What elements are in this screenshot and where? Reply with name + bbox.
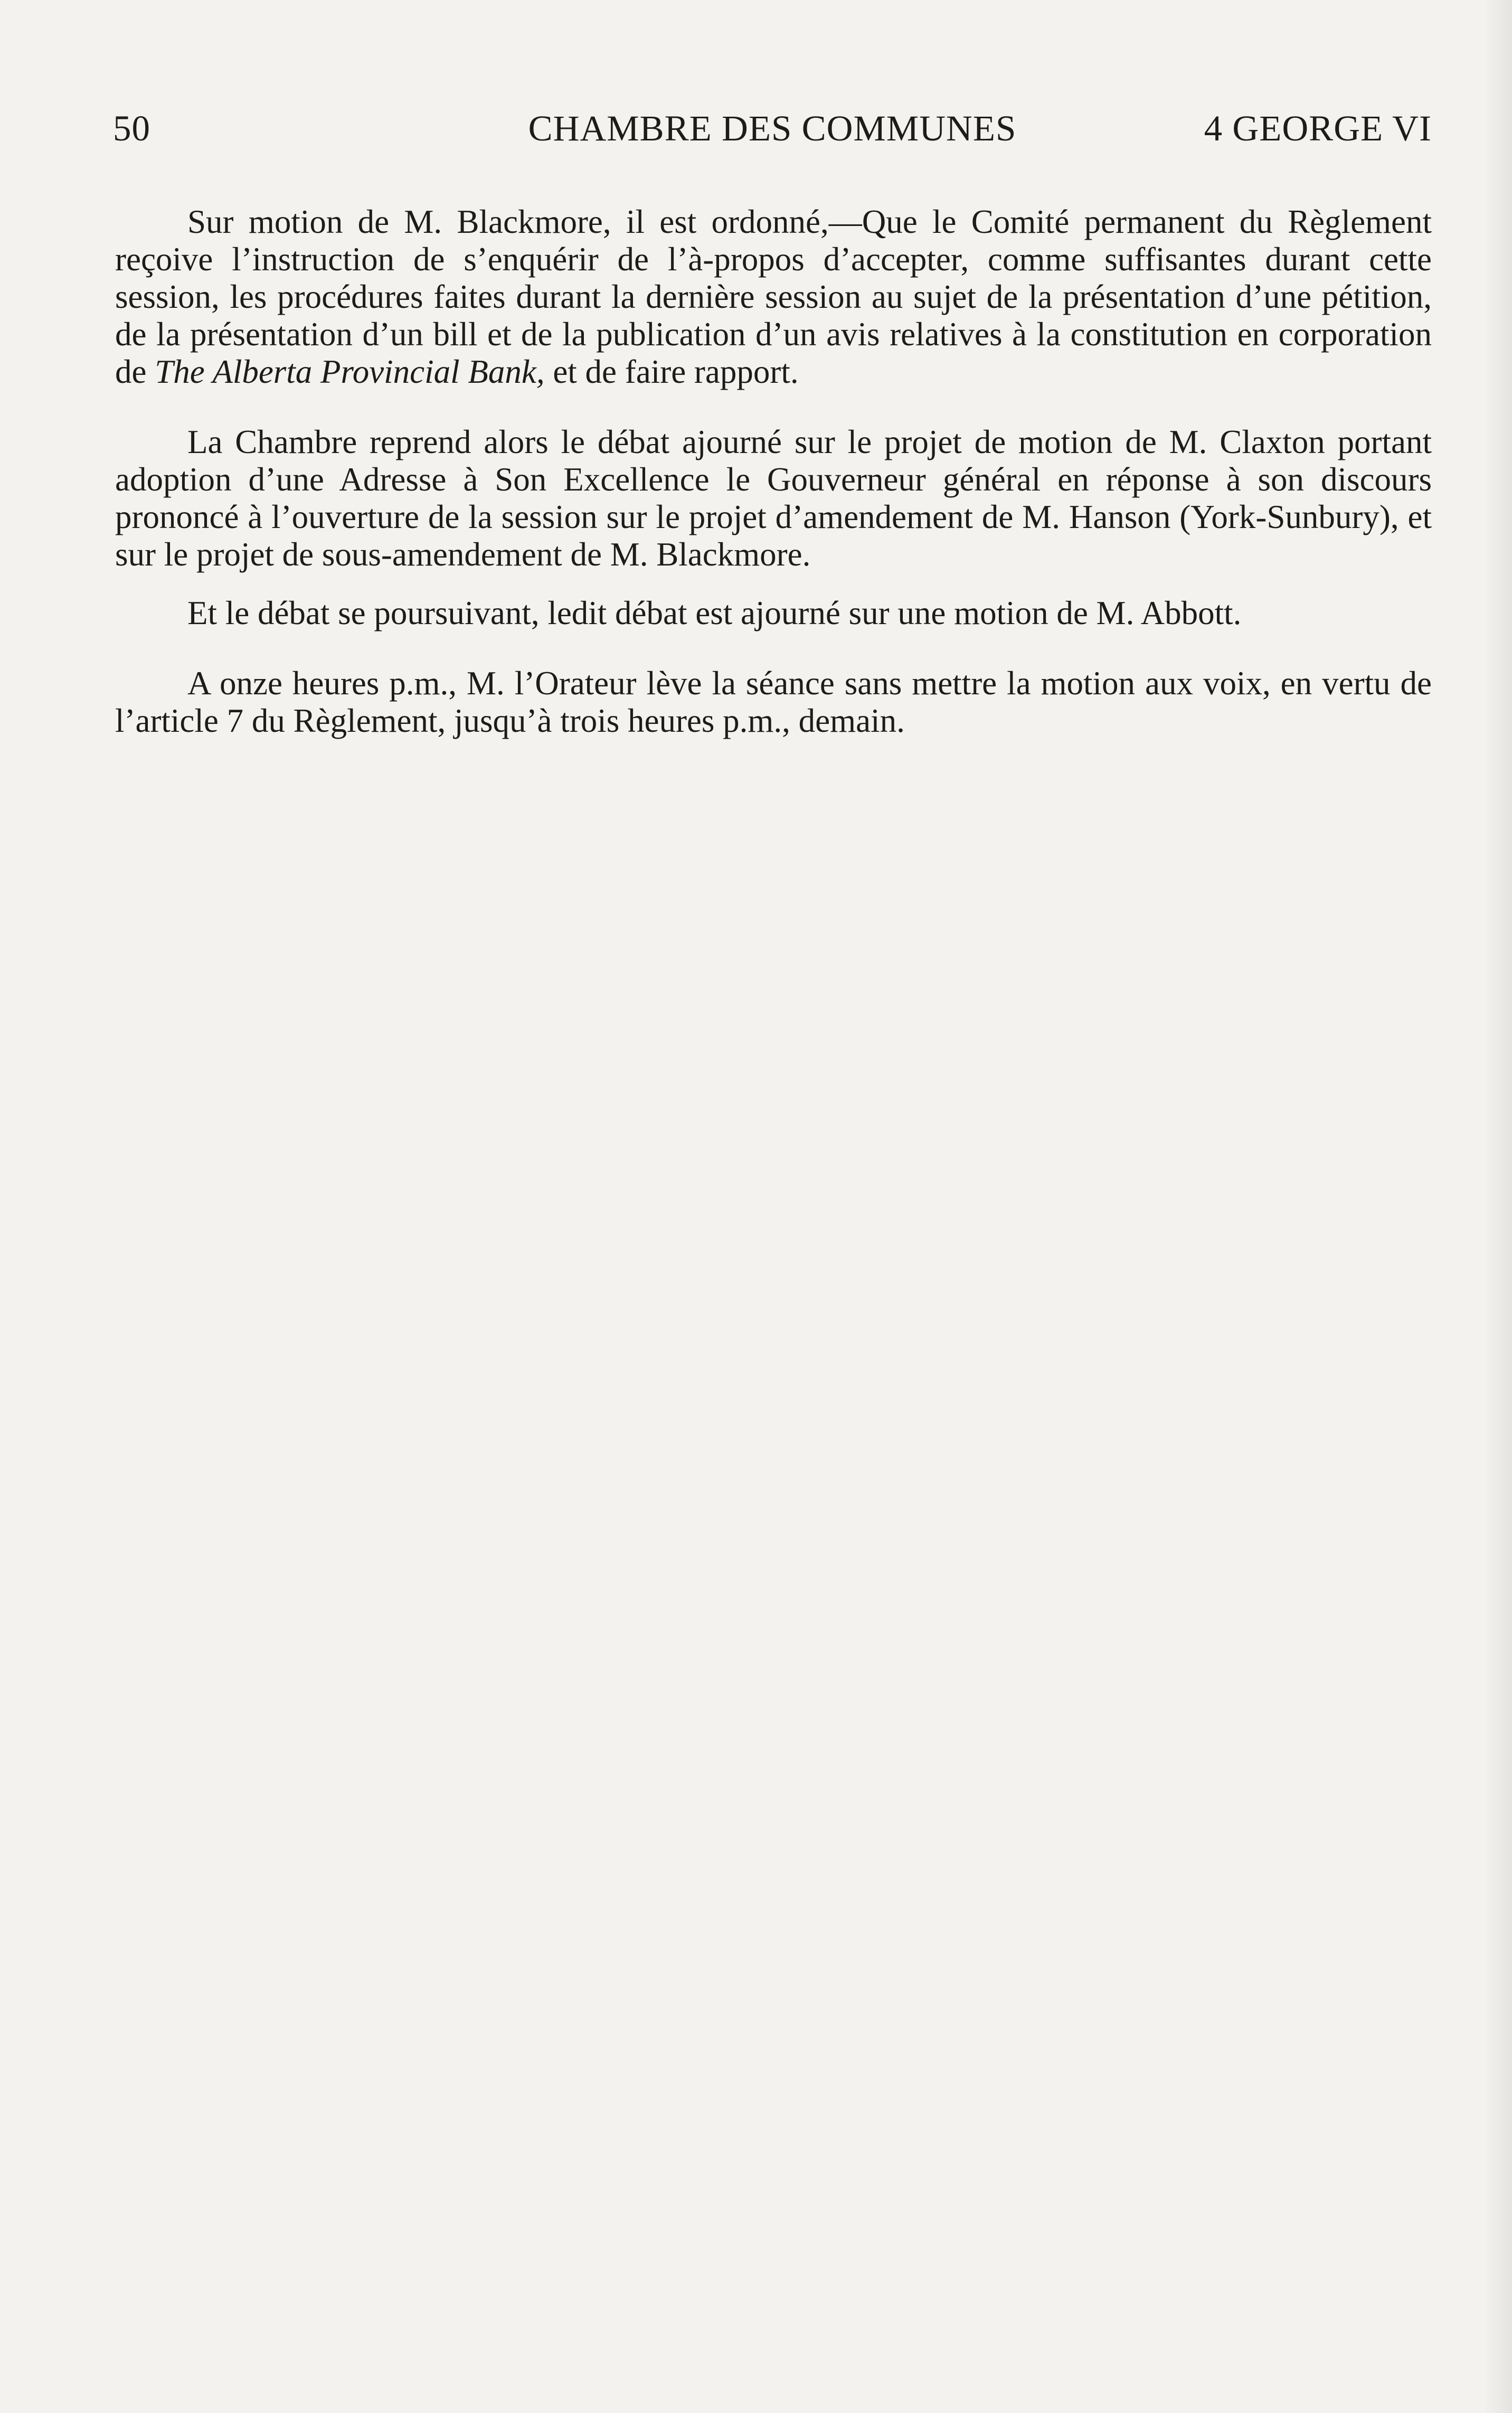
- paragraph-1-ending: et de faire rapport.: [544, 353, 799, 390]
- paragraph-debate-adjourned: Et le débat se poursuivant, ledit débat est ajourné sur une motion de M. Abbott.: [187, 595, 1242, 631]
- paragraph-debate-resumed: La Chambre reprend alors le débat ajourné sur le projet de motion de M. Claxton portant adoption d’une Adresse à Son Excellence le Gouverneur général en réponse à son discours prononcé à l’ouverture de la session sur le projet d’amendement de M. Hanson (York-Sunbury), et sur le projet de sous-amendement de M. Blackmore.: [115, 423, 1432, 573]
- paragraph-adjournment: A onze heures p.m., M. l’Orateur lève la séance sans mettre la motion aux voix, en vertu de l’article 7 du Règlement, jusqu’à trois heures p.m., demain.: [115, 665, 1432, 739]
- paragraph-1-text: Sur motion de M. Blackmore, il est ordonné,—Que le Comité permanent du Règlement reçoive l’instruction de s’enquérir de l’à-propos d’accepter, comme suffisantes durant cette session, les procédures faites durant la dernière session au sujet de la présentation d’une pétition, de la présentation d’un bill et de la publication d’un avis relatives à la constitution en corporation de: [115, 203, 1432, 390]
- page-edge-shadow: [1483, 0, 1512, 2413]
- paragraph-motion-blackmore: [115, 203, 1432, 391]
- running-header: [113, 105, 1432, 152]
- paragraph-1-italic-name: The Alberta Provincial Bank,: [155, 353, 545, 390]
- header-reign: 4 GEORGE VI: [1204, 108, 1432, 148]
- header-title: CHAMBRE DES COMMUNES: [528, 108, 1017, 148]
- body-text: [115, 203, 1432, 740]
- page-number: 50: [113, 108, 150, 148]
